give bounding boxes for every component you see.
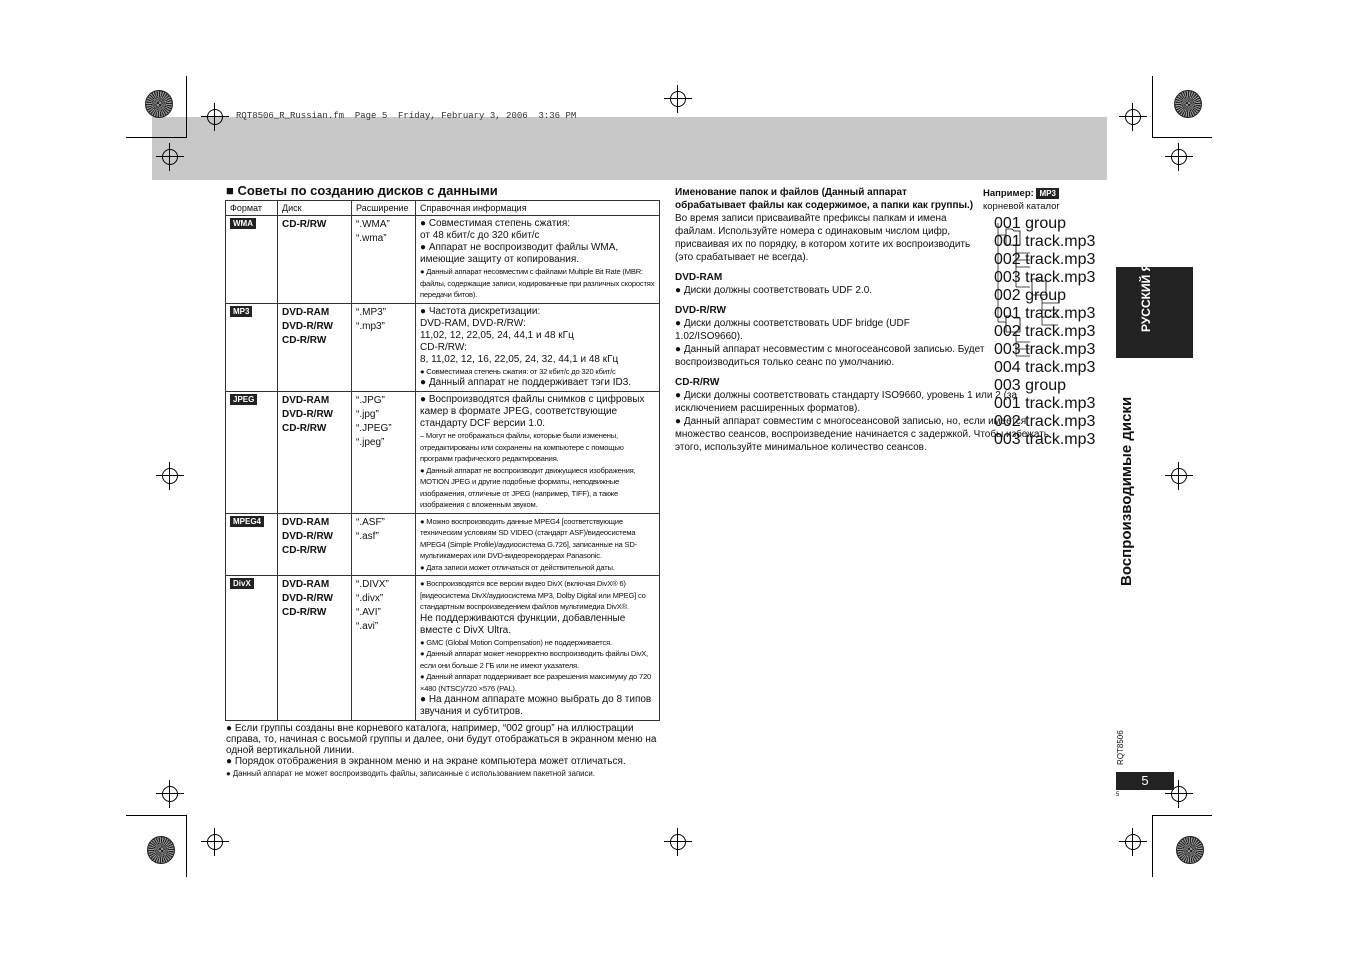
info-line: ● Можно воспроизводить данные MPEG4 [соответствующие техническим условиям SD VIDEO (стандарт ASF)/видеосистема MPEG4 (Simple Profile)/аудиосистема G.726], записанные на SD-мультикамерах или DVD-видеорекордерах Panasonic. xyxy=(420,516,637,560)
tree-label: 003 group xyxy=(994,377,1067,394)
info-line: DVD-RAM, DVD-R/RW: xyxy=(420,317,526,329)
info-line: 8, 11,02, 12, 16, 22,05, 24, 32, 44,1 и 48 кГц xyxy=(420,353,619,365)
file-extension: “.ASF” xyxy=(356,516,385,528)
trim-line xyxy=(1152,76,1153,138)
disc-cell xyxy=(278,303,352,392)
extension-cell xyxy=(352,303,416,392)
cdrw-note-2: ● Данный аппарат совместим с многосеансовой записью, но, если имеется множество сеансов, воспроизведение начинается с задержкой. Чтобы избежать этого, используйте минимальное количество сеансов. xyxy=(675,416,1049,453)
example-label: Например: xyxy=(983,188,1034,199)
file-extension: “.AVI” xyxy=(356,607,381,618)
info-cell xyxy=(416,576,660,721)
disc-cell xyxy=(278,576,352,721)
tree-label: 001 track.mp3 xyxy=(994,233,1096,250)
dvdram-note: ● Диски должны соответствовать UDF 2.0. xyxy=(675,285,873,296)
info-cell xyxy=(416,513,660,576)
tree-label: 003 track.mp3 xyxy=(994,341,1096,358)
tree-label: 001 group xyxy=(994,215,1067,232)
info-cell xyxy=(416,303,660,392)
tree-label: 002 track.mp3 xyxy=(994,413,1096,430)
info-line: 11,02, 12, 22,05, 24, 44,1 и 48 кГц xyxy=(420,329,574,341)
info-line: CD-R/RW: xyxy=(420,341,467,353)
language-tab xyxy=(1116,267,1193,358)
tree-label: 002 track.mp3 xyxy=(994,323,1096,340)
info-cell xyxy=(416,216,660,304)
info-line: ● На данном аппарате можно выбрать до 8 типов звучания и субтитров. xyxy=(420,694,652,717)
color-rosette-icon xyxy=(145,90,173,118)
trim-line xyxy=(126,137,186,138)
disc-type: CD-R/RW xyxy=(282,607,327,618)
info-line: ● GMC (Global Motion Compensation) не поддерживается. xyxy=(420,637,612,647)
dvdram-heading: DVD-RAM xyxy=(675,272,723,283)
table-header-row xyxy=(226,201,660,216)
column-header: Формат xyxy=(226,201,278,216)
naming-heading: Именование папок и файлов (Данный аппарат обрабатывает файлы как содержимое, а папки как группы.) xyxy=(675,187,974,211)
info-cell xyxy=(416,392,660,514)
disc-type: CD-R/RW xyxy=(282,544,327,556)
language-tab-label: РУССКИЙ ЯЗЫК xyxy=(1139,236,1153,332)
info-line: ● Данный аппарат несовместим с файлами Multiple Bit Rate (MBR: файлы, содержащие записи, кодированные при различных скоростях передачи битов). xyxy=(420,267,655,299)
root-label: корневой каталог xyxy=(983,201,1060,212)
info-line: ● Данный аппарат может некорректно воспроизводить файлы DivX, если они больше 2 ГБ или не имеют указателя. xyxy=(420,649,649,670)
table-row xyxy=(226,392,660,514)
column-header: Диск xyxy=(278,201,352,216)
file-extension: “.MP3” xyxy=(356,306,386,318)
table-row xyxy=(226,576,660,721)
info-line: ● Совместимая степень сжатия: от 32 кбит/с до 320 кбит/с xyxy=(420,366,616,376)
info-line: ● Дата записи может отличаться от действительной даты. xyxy=(420,562,615,572)
file-extension: “.asf” xyxy=(356,530,379,542)
disc-type: DVD-R/RW xyxy=(282,593,333,604)
tree-label: 002 group xyxy=(994,287,1067,304)
note-line: ● Данный аппарат не может воспроизводить файлы, записанные с использованием пакетной записи. xyxy=(226,769,595,778)
tree-labels xyxy=(994,215,1114,448)
trim-line xyxy=(1152,815,1153,877)
naming-intro: Во время записи присваивайте префиксы папкам и имена файлам. Используйте номера с одинаковым числом цифр, присваивая их по порядку, в котором хотите их воспроизводить (это срабатывает не всегда). xyxy=(675,213,971,263)
formats-table xyxy=(225,200,660,721)
page-number-small: 5 xyxy=(1116,792,1120,798)
format-badge: JPEG xyxy=(230,394,257,405)
disc-type: DVD-RAM xyxy=(282,579,330,590)
column-header: Справочная информация xyxy=(416,201,660,216)
info-line: ● Данный аппарат поддерживает все разрешения максимуму до 720 ×480 (NTSC)/720 ×576 (PAL). xyxy=(420,672,652,693)
registration-crosshair-icon xyxy=(664,85,692,113)
tree-label: 003 track.mp3 xyxy=(994,269,1096,286)
dvdrw-heading: DVD-R/RW xyxy=(675,305,726,316)
disc-cell xyxy=(278,513,352,576)
registration-crosshair-icon xyxy=(156,462,184,490)
disc-type: DVD-RAM xyxy=(282,306,330,318)
file-extension: “.avi” xyxy=(356,621,379,632)
trim-line xyxy=(1152,137,1212,138)
trim-line xyxy=(126,815,186,816)
cdrw-heading: CD-R/RW xyxy=(675,377,720,388)
registration-crosshair-icon xyxy=(664,828,692,856)
table-row xyxy=(226,303,660,392)
info-line: ● Аппарат не воспроизводит файлы WMA, имеющие защиту от копирования. xyxy=(420,242,619,265)
format-badge: DivX xyxy=(230,578,254,589)
table-notes xyxy=(226,723,666,779)
note-line: ● Порядок отображения в экранном меню и на экране компьютера может отличаться. xyxy=(226,756,626,767)
file-extension: “.wma” xyxy=(356,233,387,244)
registration-crosshair-icon xyxy=(156,143,184,171)
file-extension: “.jpeg” xyxy=(356,437,385,448)
header-band xyxy=(152,117,1107,180)
column-header: Расширение xyxy=(352,201,416,216)
format-cell xyxy=(226,513,278,576)
trim-line xyxy=(186,76,187,138)
file-extension: “.mp3” xyxy=(356,320,385,332)
note-line: ● Если группы созданы вне корневого каталога, например, “002 group” на иллюстрации справа, то, начиная с восьмой группы и далее, они будут отображаться в экранном меню на одной вертикальной линии. xyxy=(226,723,657,756)
table-row xyxy=(226,513,660,576)
info-line: – Могут не отображаться файлы, которые были изменены, отредактированы или сохранены на компьютере с помощью программ графического редактирования. xyxy=(420,431,624,463)
info-line: ● Данный аппарат не поддерживает тэги ID3. xyxy=(420,377,632,388)
disc-type: DVD-R/RW xyxy=(282,530,333,542)
file-extension: “.DIVX” xyxy=(356,579,389,590)
disc-type: DVD-RAM xyxy=(282,395,330,406)
format-badge: MP3 xyxy=(230,306,252,317)
format-badge: MPEG4 xyxy=(230,516,264,527)
extension-cell xyxy=(352,392,416,514)
format-badge: WMA xyxy=(230,218,256,229)
tree-label: 002 track.mp3 xyxy=(994,251,1096,268)
dvdrw-note-1: ● Диски должны соответствовать UDF bridge (UDF 1.02/ISO9660). xyxy=(675,318,910,342)
format-cell xyxy=(226,392,278,514)
disc-type: DVD-R/RW xyxy=(282,409,333,420)
disc-cell xyxy=(278,392,352,514)
extension-cell xyxy=(352,216,416,304)
dvdrw-note-2: ● Данный аппарат несовместим с многосеансовой записью. Будет воспроизводиться только сеанс по умолчанию. xyxy=(675,344,985,368)
disc-type: DVD-RAM xyxy=(282,516,330,528)
registration-crosshair-icon xyxy=(1165,143,1193,171)
format-cell xyxy=(226,216,278,304)
disc-type: CD-R/RW xyxy=(282,423,327,434)
info-line: ● Совместимая степень сжатия: xyxy=(420,218,571,229)
format-cell xyxy=(226,576,278,721)
file-extension: “.divx” xyxy=(356,593,384,604)
registration-crosshair-icon xyxy=(1119,103,1147,131)
file-info-line: RQT8506_R_Russian.fm Page 5 Friday, February 3, 2006 3:36 PM xyxy=(236,111,577,121)
info-line: Не поддерживаются функции, добавленные вместе с DivX Ultra. xyxy=(420,612,626,636)
disc-type: CD-R/RW xyxy=(282,334,327,346)
mp3-badge: MP3 xyxy=(1036,188,1058,199)
tree-label: 001 track.mp3 xyxy=(994,305,1096,322)
extension-cell xyxy=(352,513,416,576)
info-line: от 48 кбит/с до 320 кбит/с xyxy=(420,230,540,241)
file-extension: “.JPEG” xyxy=(356,423,392,434)
section-title: ■ Советы по созданию дисков с данными xyxy=(226,183,498,198)
info-line: ● Воспроизводятся все версии видео DivX (включая DivX® 6) [видеосистема DivX/аудиосистема MP3, Dolby Digital или MPEG] со стандартным воспроизведением файлов мультимедиа DivX®. xyxy=(420,579,646,611)
registration-crosshair-icon xyxy=(156,780,184,808)
example-block xyxy=(983,187,1060,213)
chapter-title: Воспроизводимые диски xyxy=(1118,396,1135,586)
file-extension: “.JPG” xyxy=(356,395,385,406)
tree-label: 003 track.mp3 xyxy=(994,431,1096,448)
color-rosette-icon xyxy=(147,836,175,864)
disc-cell xyxy=(278,216,352,304)
color-rosette-icon xyxy=(1176,836,1204,864)
registration-crosshair-icon xyxy=(1165,462,1193,490)
info-line: ● Воспроизводятся файлы снимков с цифровых камер в формате JPEG, соответствующие стандарту DCF версии 1.0. xyxy=(420,394,645,429)
info-line: ● Данный аппарат не воспроизводит движущиеся изображения, MOTION JPEG и другие подобные форматы, неподвижные изображения, отличные от JPEG (например, TIFF), а также изображения с вложенным звуком. xyxy=(420,465,636,509)
file-extension: “.jpg” xyxy=(356,409,379,420)
tree-label: 001 track.mp3 xyxy=(994,395,1096,412)
color-rosette-icon xyxy=(1174,90,1202,118)
format-cell xyxy=(226,303,278,392)
registration-crosshair-icon xyxy=(201,828,229,856)
trim-line xyxy=(186,815,187,877)
info-line: ● Частота дискретизации: xyxy=(420,305,541,317)
table-row xyxy=(226,216,660,304)
page-number: 5 xyxy=(1116,772,1174,790)
tree-label: 004 track.mp3 xyxy=(994,359,1096,376)
trim-line xyxy=(1152,815,1212,816)
disc-type: DVD-R/RW xyxy=(282,320,333,332)
file-extension: “.WMA” xyxy=(356,219,390,230)
disc-type: CD-R/RW xyxy=(282,219,327,230)
registration-crosshair-icon xyxy=(201,103,229,131)
model-code: RQT8506 xyxy=(1116,730,1125,765)
registration-crosshair-icon xyxy=(1119,828,1147,856)
extension-cell xyxy=(352,576,416,721)
cdrw-note-1: ● Диски должны соответствовать стандарту ISO9660, уровень 1 или 2 (за исключением расширенных форматов). xyxy=(675,390,1018,414)
